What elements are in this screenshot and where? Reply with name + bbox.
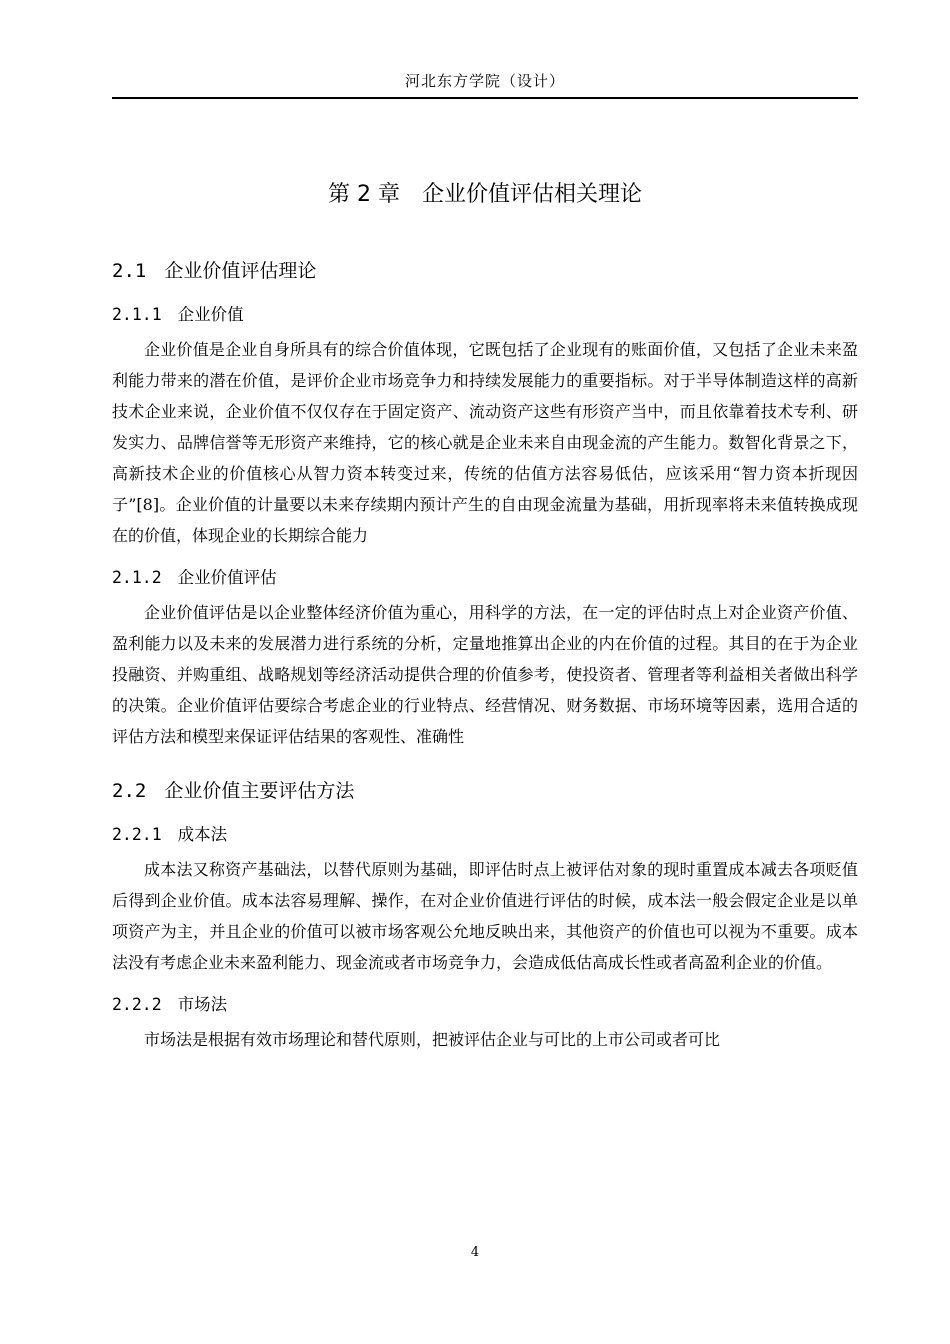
page-header [112, 70, 858, 99]
subsection-number: 2.1.1 [112, 305, 162, 324]
page-number: 4 [470, 1245, 480, 1260]
chapter-name: 企业价值评估相关理论 [421, 182, 642, 207]
chapter-title [112, 168, 858, 222]
paragraph-2-1-1: 企业价值是企业自身所具有的综合价值体现，它既包括了企业现有的账面价值，又包括了企业未来盈利能力带来的潜在价值，是评价企业市场竞争力和持续发展能力的重要指标。对于半导体制造这样的高新技术企业来说，企业价值不仅仅存在于固定资产、流动资产这些有形资产当中，而且依靠着技术专利、研发实力、品牌信誉等无形资产来维持，它的核心就是企业未来自由现金流的产生能力。数智化背景之下，高新技术企业的价值核心从智力资本转变过来，传统的估值方法容易低估，应该采用“智力资本折现因子”[8]。企业价值的计量要以未来存续期内预计产生的自由现金流量为基础，用折现率将未来值转换成现在的价值，体现企业的长期综合能力 [112, 340, 858, 545]
subsection-title: 企业价值 [177, 305, 244, 324]
subsection-title: 市场法 [177, 995, 228, 1014]
paragraph-2-2-2: 市场法是根据有效市场理论和替代原则，把被评估企业与可比的上市公司或者可比 [144, 1030, 721, 1049]
subsection-title: 企业价值评估 [177, 568, 277, 587]
section-number: 2.2 [112, 780, 147, 802]
chapter-number: 第 2 章 [328, 182, 400, 207]
subsection-heading-2-2-1 [112, 818, 858, 852]
header-title: 河北东方学院（设计） [404, 72, 565, 90]
section-heading-2-1 [112, 254, 858, 288]
paragraph-2-2-1: 成本法又称资产基础法，以替代原则为基础，即评估时点上被评估对象的现时重置成本减去各项贬值后得到企业价值。成本法容易理解、操作，在对企业价值进行评估的时候，成本法一般会假定企业是以单项资产为主，并且企业的价值可以被市场客观公允地反映出来，其他资产的价值也可以视为不重要。成本法没有考虑企业未来盈利能力、现金流或者市场竞争力，会造成低估高成长性或者高盈利企业的价值。 [112, 860, 858, 972]
paragraph-2-1-2: 企业价值评估是以企业整体经济价值为重心，用科学的方法，在一定的评估时点上对企业资产价值、盈利能力以及未来的发展潜力进行系统的分析，定量地推算出企业的内在价值的过程。其目的在于为企业投融资、并购重组、战略规划等经济活动提供合理的价值参考，使投资者、管理者等利益相关者做出科学的决策。企业价值评估要综合考虑企业的行业特点、经营情况、财务数据、市场环境等因素，选用合适的评估方法和模型来保证评估结果的客观性、准确性 [112, 603, 858, 746]
section-title: 企业价值主要评估方法 [164, 780, 355, 802]
section-heading-2-2 [112, 774, 858, 808]
subsection-title: 成本法 [177, 825, 228, 844]
subsection-number: 2.2.1 [112, 825, 162, 844]
page-content [112, 168, 858, 1055]
subsection-heading-2-1-2 [112, 561, 858, 595]
section-number: 2.1 [112, 260, 147, 282]
subsection-heading-2-1-1 [112, 298, 858, 332]
subsection-number: 2.1.2 [112, 568, 162, 587]
subsection-number: 2.2.2 [112, 995, 162, 1014]
subsection-heading-2-2-2 [112, 988, 858, 1022]
section-title: 企业价值评估理论 [164, 260, 317, 282]
